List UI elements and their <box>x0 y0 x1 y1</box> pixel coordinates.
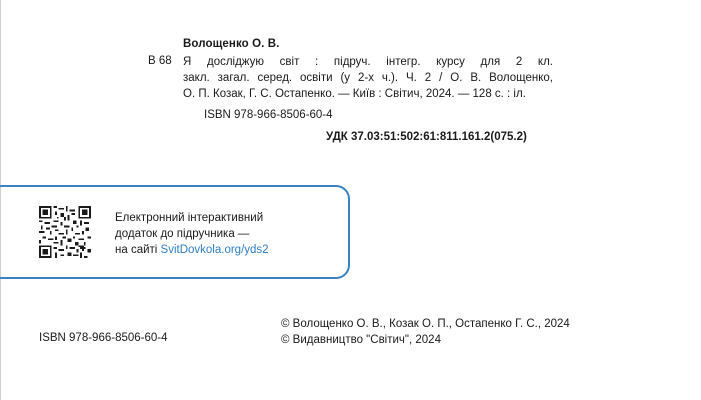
catalog-code: В 68 <box>148 55 172 67</box>
promo-line-prefix: на сайті <box>115 244 161 256</box>
isbn-footer: ISBN 978-966-8506-60-4 <box>39 332 168 344</box>
isbn-catalog: ISBN 978-966-8506-60-4 <box>204 109 333 121</box>
udk-code: УДК 37.03:51:502:61:811.161.2(075.2) <box>326 131 527 143</box>
promo-line: Електронний інтерактивний <box>115 212 264 224</box>
copyright-line: © Видавництво "Світич", 2024 <box>281 334 441 346</box>
copyright-line: © Волощенко О. В., Козак О. П., Остапенко Г. С., 2024 <box>281 318 570 330</box>
copyright-block <box>281 316 570 348</box>
promo-line <box>115 242 269 258</box>
promo-link[interactable]: SvitDovkola.org/yds2 <box>160 244 269 256</box>
bib-line: Я досліджую світ : підруч. інтегр. курсу для 2 кл. <box>183 56 553 68</box>
bib-line: закл. загал. серед. освіти (у 2-х ч.). Ч. 2 / О. В. Волощенко, <box>183 72 553 84</box>
promo-line: додаток до підручника — <box>115 228 250 240</box>
qr-code-icon[interactable] <box>39 206 91 258</box>
bibliographic-description <box>183 54 553 102</box>
bib-line: О. П. Козак, Г. С. Остапенко. — Київ : Світич, 2024. — 128 с. : іл. <box>183 88 526 100</box>
promo-text <box>115 210 269 258</box>
author-name: Волощенко О. В. <box>183 38 280 50</box>
